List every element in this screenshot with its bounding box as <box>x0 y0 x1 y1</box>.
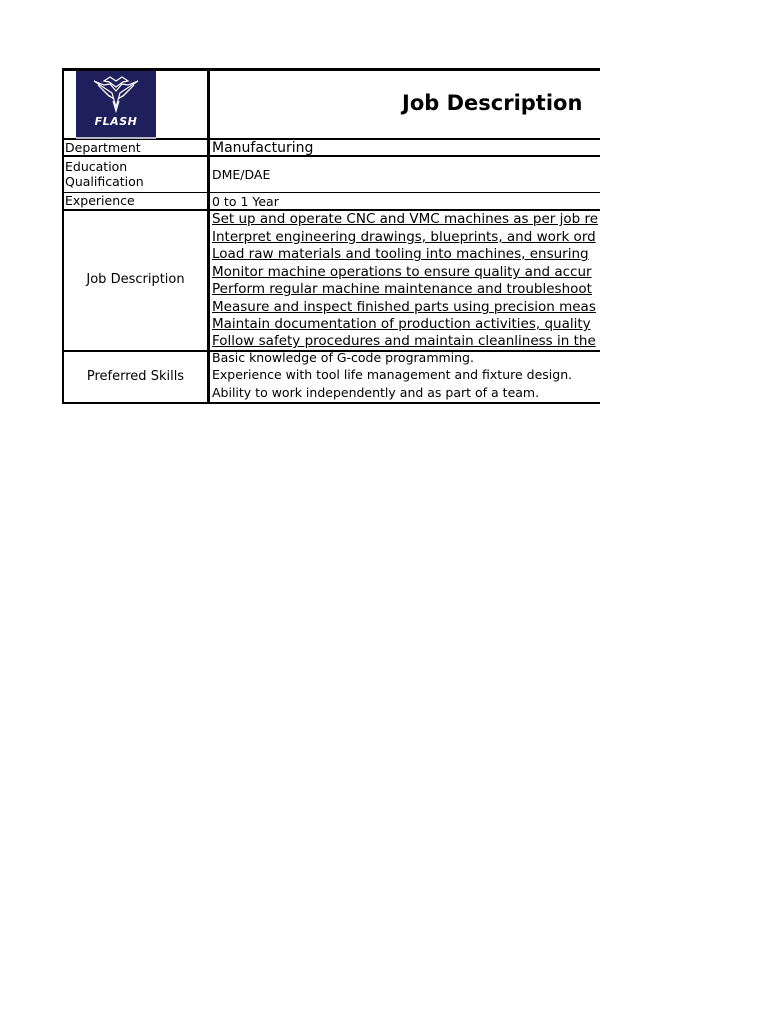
experience-value: 0 to 1 Year <box>212 194 279 209</box>
education-label-line1: Education <box>65 159 128 174</box>
department-value: Manufacturing <box>212 140 314 156</box>
duty-item: Load raw materials and tooling into machines, ensuring <box>212 246 589 262</box>
experience-label: Experience <box>65 193 135 208</box>
logo-wordmark: FLASH <box>94 115 138 128</box>
eagle-icon <box>76 71 156 115</box>
skill-item: Experience with tool life management and fixture design. <box>212 367 573 382</box>
preferred-skills-label: Preferred Skills <box>86 369 185 384</box>
education-label-line2: Qualification <box>65 174 144 189</box>
duty-item: Measure and inspect finished parts using precision meas <box>212 299 596 315</box>
duty-item: Set up and operate CNC and VMC machines as per job re <box>212 211 599 227</box>
duty-item: Monitor machine operations to ensure quality and accur <box>212 264 592 280</box>
duty-item: Maintain documentation of production activities, quality <box>212 316 591 332</box>
job-description-label: Job Description <box>86 272 185 287</box>
table-border-bottom <box>62 402 600 404</box>
duty-item: Perform regular machine maintenance and troubleshoot <box>212 281 592 297</box>
department-label: Department <box>65 140 141 155</box>
education-value: DME/DAE <box>212 167 271 182</box>
company-logo <box>76 71 156 137</box>
duty-item: Interpret engineering drawings, blueprints, and work ord <box>212 229 596 245</box>
table-border-left <box>62 68 64 404</box>
skill-item: Ability to work independently and as part of a team. <box>212 385 540 400</box>
row-divider <box>62 155 600 157</box>
table-column-divider <box>207 68 210 404</box>
job-description-sheet <box>62 68 600 404</box>
row-divider <box>62 138 600 140</box>
page-title: Job Description <box>402 91 583 115</box>
row-divider <box>62 192 600 193</box>
skill-item: Basic knowledge of G-code programming. <box>212 350 474 365</box>
duty-item: Follow safety procedures and maintain cleanliness in the <box>212 333 596 349</box>
